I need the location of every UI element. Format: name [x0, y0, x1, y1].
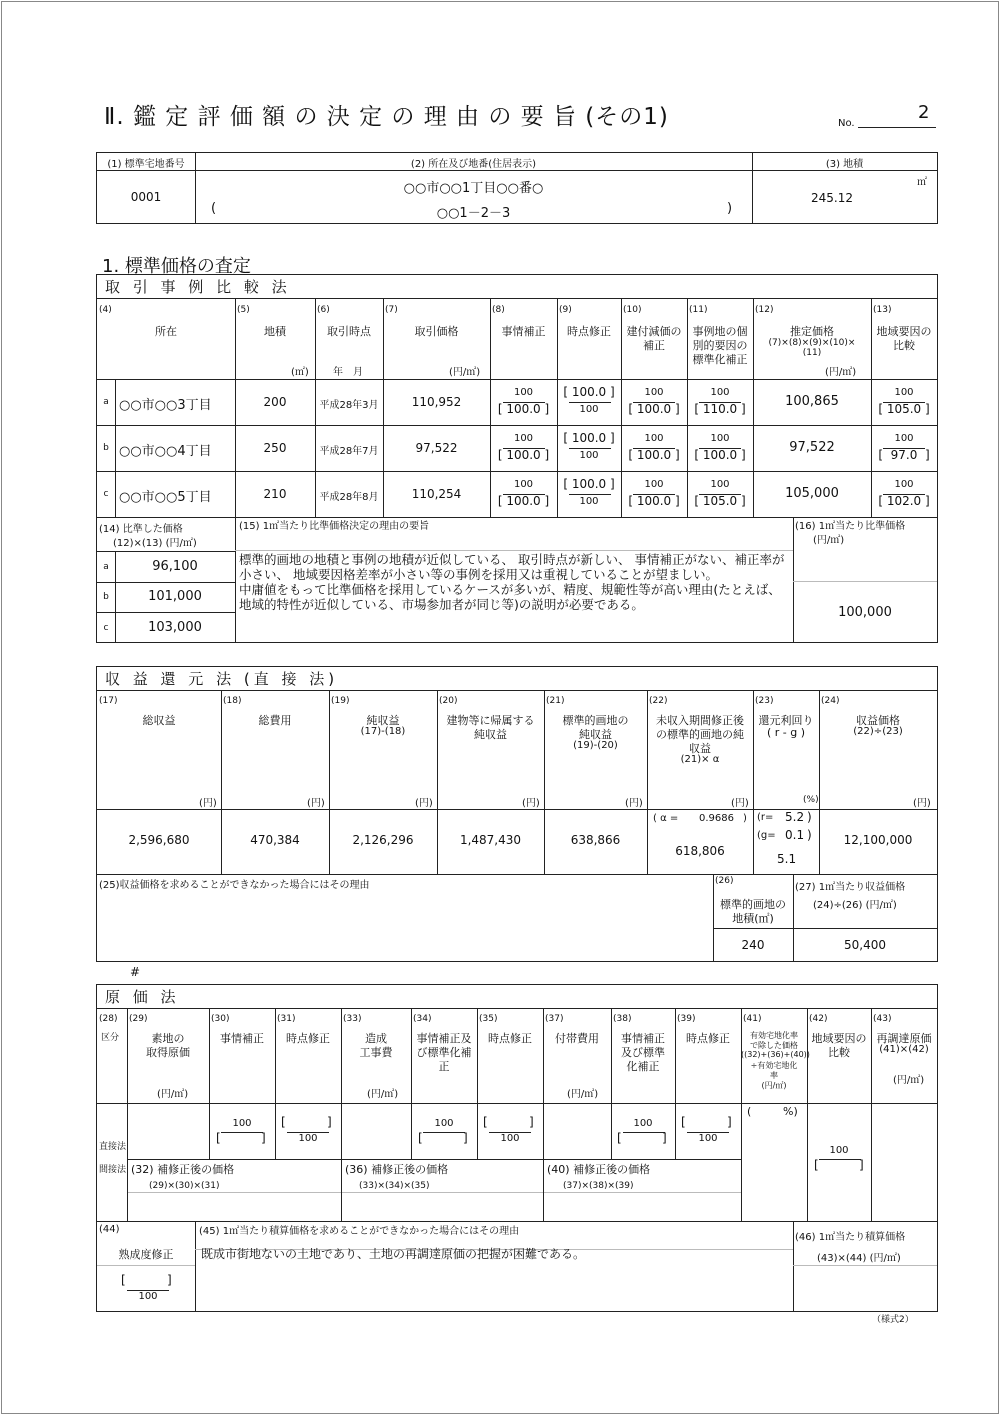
row-price: 97,522 — [415, 441, 458, 455]
v24: 12,100,000 — [843, 833, 913, 847]
h37-num: (37) — [545, 1014, 564, 1024]
frac30-open: [ — [216, 1131, 221, 1145]
h34-label2: び標準化補 — [416, 1046, 472, 1059]
frac35-close: ] — [529, 1115, 534, 1129]
reason-text: 標準的画地の地積と事例の地積が近似している、 取引時点が新しい、 事情補正がない、補正率が小さい、 地域要因格差率が小さい等の事例を採用又は重視していることが望ましい。 中庸値をもって比準価格を採用しているケースが多いが、精度、規範性等が高い理由(たとえば、地域的特性が近似している、市場参加者が同じ等)の説明が必要である。 — [239, 552, 785, 612]
row-b-top: 100 — [644, 387, 664, 398]
h39-num: (39) — [677, 1014, 696, 1024]
h24-num: (24) — [821, 696, 840, 706]
h5-label: 地積 — [264, 325, 286, 338]
row-c-top: 100 — [894, 479, 914, 490]
h5-num: (5) — [237, 305, 250, 315]
reason45-text: 既成市街地ないの土地であり、土地の再調達原価の把握が困難である。 — [201, 1247, 586, 1261]
paren-close: ) — [727, 201, 733, 216]
shueki-title: 収 益 還 元 法 (直 接 法) — [96, 666, 938, 691]
h23-label: 還元利回り — [758, 714, 814, 727]
row-c-bot: [ 105.0 ] — [878, 402, 930, 416]
h22-num: (22) — [649, 696, 668, 706]
h9-num: (9) — [559, 305, 572, 315]
h33-num: (33) — [343, 1014, 362, 1024]
h4-label: 所在 — [155, 325, 177, 338]
frac38-close: ] — [662, 1131, 667, 1145]
frac34-close: ] — [463, 1131, 468, 1145]
h34-num: (34) — [413, 1014, 432, 1024]
row-b-top: 100 — [644, 479, 664, 490]
row-area: 200 — [263, 395, 287, 409]
h13-label2: 比較 — [893, 339, 915, 352]
v27: 50,400 — [844, 938, 886, 952]
h44-num: (44) — [99, 1224, 120, 1235]
shueki-table — [96, 690, 938, 962]
no-label: No. — [838, 118, 855, 129]
h10-label2: 補正 — [643, 339, 665, 352]
frac42-open: [ — [814, 1158, 819, 1172]
h9-label: 時点修正 — [567, 325, 611, 338]
h28-num: (28) — [99, 1014, 118, 1024]
row-estimate: 100,865 — [785, 394, 839, 409]
row-t-bot: 100 — [579, 404, 599, 415]
h18-num: (18) — [223, 696, 242, 706]
no-value: 2 — [918, 102, 930, 123]
frac31-open: [ — [281, 1115, 286, 1129]
h17-unit: (円) — [199, 798, 217, 809]
p14-value: 101,000 — [148, 589, 202, 604]
frac34-open: [ — [418, 1131, 423, 1145]
h11-num: (11) — [689, 305, 708, 315]
hash-mark: # — [130, 965, 141, 979]
h33-unit: (円/㎡) — [367, 1089, 399, 1100]
row-key: a — [103, 397, 109, 407]
row-i-bot: [ 105.0 ] — [694, 494, 746, 508]
address-value: ○○市○○1丁目○○番○ — [403, 181, 544, 196]
h41-label4: ÷有効宅地化 — [750, 1061, 798, 1070]
h43-num: (43) — [873, 1014, 892, 1024]
h10-label: 建付減価の — [626, 325, 682, 338]
h41-label2: で除した価格 — [750, 1041, 798, 1050]
frac30-close: ] — [261, 1131, 266, 1145]
h42-label: 地域要因の — [811, 1032, 867, 1045]
h34-label3: 正 — [438, 1060, 450, 1073]
h37-unit: (円/㎡) — [567, 1089, 599, 1100]
h21-num: (21) — [546, 696, 565, 706]
row-i-top: 100 — [710, 479, 730, 490]
h43-label: 再調達原価 — [876, 1032, 932, 1045]
h38-label: 事情補正 — [621, 1032, 665, 1045]
h15-label: (15) 1㎡当たり比準価格決定の理由の要旨 — [239, 521, 430, 532]
h35-num: (35) — [479, 1014, 498, 1024]
h20-num: (20) — [439, 696, 458, 706]
row-c-top: 100 — [894, 387, 914, 398]
h36-label: (36) 補修正後の価格 — [345, 1163, 449, 1176]
row-b-top: 100 — [644, 433, 664, 444]
h6-num: (6) — [317, 305, 330, 315]
torihiki-title: 取 引 事 例 比 較 法 — [96, 274, 938, 299]
h11-label3: 標準化補正 — [692, 353, 748, 366]
h12-unit: (円/㎡) — [825, 367, 857, 378]
h8-num: (8) — [492, 305, 505, 315]
h23-num: (23) — [755, 696, 774, 706]
h33-label2: 工事費 — [359, 1046, 393, 1059]
h26-label: 標準的画地の — [720, 898, 786, 911]
h44-label: 熟成度修正 — [118, 1248, 174, 1261]
h27-label: (27) 1㎡当たり収益価格 — [795, 882, 906, 893]
h23-formula: ( r - g ) — [766, 726, 806, 739]
alpha-label: ( α = — [653, 813, 679, 824]
area-value: 245.12 — [811, 191, 853, 205]
frac30-top: 100 — [232, 1118, 252, 1129]
v19: 2,126,296 — [352, 833, 414, 847]
h41-label: 有効宅地化率 — [750, 1031, 798, 1040]
h41-num: (41) — [743, 1014, 762, 1024]
h40-formula: (37)×(38)×(39) — [563, 1181, 634, 1191]
row-j-top: 100 — [513, 387, 534, 398]
frac44-bot: 100 — [138, 1291, 158, 1302]
g-close: ) — [807, 828, 812, 842]
r-label: (r= — [757, 812, 774, 823]
h21-unit: (円) — [625, 798, 643, 809]
h43-unit: (円/㎡) — [893, 1075, 925, 1086]
h18-label: 総費用 — [258, 714, 292, 727]
h5-unit: (㎡) — [291, 367, 309, 378]
h10-num: (10) — [623, 305, 642, 315]
header-address: (2) 所在及び地番(住居表示) — [410, 159, 537, 170]
row-j-bot: [ 100.0 ] — [497, 402, 550, 416]
indirect-method-label: 間接法 — [99, 1165, 127, 1175]
frac42-top: 100 — [829, 1145, 849, 1156]
h29-unit: (円/㎡) — [157, 1089, 189, 1100]
row-t-top: [ 100.0 ] — [563, 385, 615, 399]
top-info-table — [96, 152, 938, 224]
h22-label3: 収益 — [689, 742, 711, 755]
frac35-bot: 100 — [500, 1133, 520, 1144]
area-unit: ㎡ — [917, 177, 927, 188]
h26-num: (26) — [715, 876, 734, 886]
h16-label: (16) 1㎡当たり比準価格 — [795, 521, 906, 532]
row-j-top: 100 — [513, 433, 534, 444]
h38-label3: 化補正 — [626, 1060, 660, 1073]
row-t-top: [ 100.0 ] — [563, 431, 615, 445]
row-b-bot: [ 100.0 ] — [628, 494, 680, 508]
h32-label: (32) 補修正後の価格 — [131, 1163, 235, 1176]
row-t-top: [ 100.0 ] — [563, 477, 615, 491]
row-key: b — [103, 443, 109, 453]
row-c-bot: [ 97.0 ] — [878, 448, 930, 462]
v17: 2,596,680 — [128, 833, 190, 847]
v20: 1,487,430 — [459, 833, 522, 847]
h16-unit: (円/㎡) — [813, 535, 845, 546]
h11-label: 事例地の個 — [692, 325, 748, 338]
frac44-open: [ — [121, 1273, 126, 1287]
row-j-top: 100 — [513, 479, 534, 490]
h38-label2: 及び標準 — [621, 1046, 665, 1059]
row-b-bot: [ 100.0 ] — [628, 448, 680, 462]
torihiki-row-a — [97, 379, 937, 425]
h43-formula: (41)×(42) — [879, 1044, 929, 1055]
row-area: 210 — [263, 487, 287, 501]
h42-label2: 比較 — [828, 1046, 850, 1059]
h11-label2: 別的要因の — [692, 339, 748, 352]
h22-formula: (21)× α — [680, 754, 720, 765]
v22: 618,806 — [675, 844, 725, 858]
row-c-bot: [ 102.0 ] — [878, 494, 930, 508]
h29-num: (29) — [129, 1014, 148, 1024]
v16: 100,000 — [838, 605, 892, 620]
h28-label: 区分 — [101, 1033, 120, 1043]
h13-label: 地域要因の — [876, 325, 932, 338]
h7-label: 取引価格 — [414, 325, 459, 338]
h17-label: 総収益 — [142, 714, 176, 727]
h37-label: 付帯費用 — [555, 1032, 599, 1045]
torihiki-row-c — [97, 471, 937, 517]
row-i-top: 100 — [710, 387, 730, 398]
h33-label: 造成 — [365, 1032, 387, 1045]
h32-formula: (29)×(30)×(31) — [149, 1181, 220, 1191]
row-t-bot: 100 — [579, 496, 599, 507]
h8-label: 事情補正 — [501, 325, 546, 338]
h22-label2: の標準的画地の純 — [656, 728, 744, 741]
h29-label: 素地の — [151, 1032, 185, 1045]
h20-label: 建物等に帰属する — [446, 714, 535, 727]
frac42-close: ] — [859, 1158, 864, 1172]
h39-label: 時点修正 — [686, 1032, 730, 1045]
p14-value: 96,100 — [152, 559, 198, 574]
h4-num: (4) — [99, 305, 112, 315]
h12-num: (12) — [755, 305, 774, 315]
row-estimate: 105,000 — [785, 486, 839, 501]
h6-label: 取引時点 — [327, 325, 371, 338]
frac38-top: 100 — [633, 1118, 653, 1129]
frac39-bot: 100 — [698, 1133, 718, 1144]
lot-number: 0001 — [130, 190, 162, 204]
h45-label: (45) 1㎡当たり積算価格を求めることができなかった場合にはその理由 — [199, 1226, 520, 1237]
h14-label: (14) 比準した価格 — [99, 524, 183, 535]
h19-unit: (円) — [415, 798, 433, 809]
h36-formula: (33)×(34)×(35) — [359, 1181, 430, 1191]
h12-formula2: (11) — [802, 348, 822, 358]
h41-label3: ((32)+(36)+(40)) — [741, 1050, 810, 1059]
row-t-bot: 100 — [579, 450, 599, 461]
frac31-bot: 100 — [298, 1133, 318, 1144]
row-j-bot: [ 100.0 ] — [497, 494, 550, 508]
h6-unit: 年 月 — [333, 367, 363, 378]
row-j-bot: [ 100.0 ] — [497, 448, 550, 462]
residence-display: ○○1－2－3 — [436, 206, 511, 221]
alpha-value: 0.9686 — [699, 813, 734, 824]
h13-num: (13) — [873, 305, 892, 315]
row-i-bot: [ 110.0 ] — [694, 402, 746, 416]
h20-label2: 純収益 — [474, 728, 507, 741]
h41-label5: 率 — [770, 1071, 778, 1080]
h40-label: (40) 補修正後の価格 — [547, 1163, 651, 1176]
row-location: ○○市○○4丁目 — [119, 444, 212, 459]
h17-num: (17) — [99, 696, 118, 706]
h22-label: 未収入期間修正後 — [656, 714, 744, 727]
h31-label: 時点修正 — [286, 1032, 330, 1045]
torihiki-table — [96, 298, 938, 643]
h25-label: (25)収益価格を求めることができなかった場合にはその理由 — [99, 880, 370, 891]
row-area: 250 — [263, 441, 287, 455]
h22-unit: (円) — [731, 798, 749, 809]
frac35-open: [ — [483, 1115, 488, 1129]
row-key: c — [103, 489, 109, 499]
v23: 5.1 — [777, 852, 797, 866]
row-price: 110,952 — [411, 395, 462, 409]
h23-unit: (%) — [803, 795, 819, 805]
frac39-close: ] — [727, 1115, 732, 1129]
h42-num: (42) — [809, 1014, 828, 1024]
h7-num: (7) — [385, 305, 398, 315]
g-label: (g= — [757, 830, 776, 841]
h46-label: (46) 1㎡当たり積算価格 — [795, 1232, 906, 1243]
h41-unit: (円/㎡) — [761, 1081, 787, 1090]
h18-unit: (円) — [307, 798, 325, 809]
row-b-bot: [ 100.0 ] — [628, 402, 680, 416]
header-lot-number: (1) 標準宅地番号 — [107, 159, 185, 170]
section1-title: 1. 標準価格の査定 — [102, 256, 251, 277]
v26: 240 — [741, 938, 765, 952]
h19-label: 純収益 — [366, 714, 400, 727]
genka-table — [96, 1008, 938, 1312]
frac34-top: 100 — [434, 1118, 454, 1129]
row-i-bot: [ 100.0 ] — [694, 448, 746, 462]
h30-label: 事情補正 — [220, 1032, 264, 1045]
row-price: 110,254 — [411, 487, 462, 501]
h12-formula: (7)×(8)×(9)×(10)× — [768, 338, 856, 348]
h34-label: 事情補正及 — [416, 1032, 472, 1045]
frac38-open: [ — [617, 1131, 622, 1145]
h19-formula: (17)-(18) — [360, 726, 406, 737]
row-i-top: 100 — [710, 433, 730, 444]
paren-open: ( — [211, 201, 217, 216]
h24-label: 収益価格 — [856, 714, 900, 727]
torihiki-row-b — [97, 425, 937, 471]
h12-label: 推定価格 — [790, 325, 834, 338]
form-label: （様式2） — [872, 1315, 914, 1325]
row-location: ○○市○○3丁目 — [119, 398, 212, 413]
direct-method-label: 直接法 — [99, 1142, 127, 1152]
h21-formula: (19)-(20) — [573, 740, 618, 751]
h29-label2: 取得原価 — [146, 1046, 190, 1059]
frac39-open: [ — [681, 1115, 686, 1129]
v18: 470,384 — [250, 833, 300, 847]
r-close: ) — [807, 810, 812, 824]
row-c-top: 100 — [894, 433, 914, 444]
pct-close: %) — [783, 1105, 798, 1118]
frac44-close: ] — [167, 1273, 172, 1287]
h46-formula: (43)×(44) (円/㎡) — [817, 1253, 901, 1264]
h38-num: (38) — [613, 1014, 632, 1024]
h27-formula: (24)÷(26) (円/㎡) — [813, 900, 897, 911]
v21: 638,866 — [570, 833, 621, 847]
h35-label: 時点修正 — [488, 1032, 532, 1045]
h19-num: (19) — [331, 696, 350, 706]
p14-key: a — [103, 562, 109, 572]
row-estimate: 97,522 — [789, 440, 835, 455]
row-time: 平成28年3月 — [319, 400, 379, 411]
h31-num: (31) — [277, 1014, 296, 1024]
row-time: 平成28年8月 — [319, 492, 379, 503]
h21-label: 標準的画地の — [562, 714, 629, 727]
h14-formula: (12)×(13) (円/㎡) — [113, 538, 197, 549]
h20-unit: (円) — [522, 798, 540, 809]
p14-value: 103,000 — [148, 620, 202, 635]
alpha-close: ) — [743, 813, 747, 824]
g-value: 0.1 — [785, 828, 805, 842]
p14-key: c — [103, 623, 109, 633]
no-underline — [858, 127, 936, 128]
h26-label2: 地積(㎡) — [732, 912, 774, 925]
h24-formula: (22)÷(23) — [853, 726, 903, 737]
pct-open: ( — [747, 1105, 752, 1118]
header-area: (3) 地積 — [825, 159, 864, 170]
genka-title: 原 価 法 — [96, 984, 938, 1009]
h21-label2: 純収益 — [579, 728, 612, 741]
h7-unit: (円/㎡) — [449, 367, 481, 378]
row-time: 平成28年7月 — [319, 446, 379, 457]
row-location: ○○市○○5丁目 — [119, 490, 212, 505]
p14-key: b — [103, 592, 109, 602]
r-value: 5.2 — [785, 810, 805, 824]
h24-unit: (円) — [913, 798, 931, 809]
page-title: Ⅱ. 鑑 定 評 価 額 の 決 定 の 理 由 の 要 旨 (その1) — [104, 104, 669, 130]
frac31-close: ] — [327, 1115, 332, 1129]
h30-num: (30) — [211, 1014, 230, 1024]
